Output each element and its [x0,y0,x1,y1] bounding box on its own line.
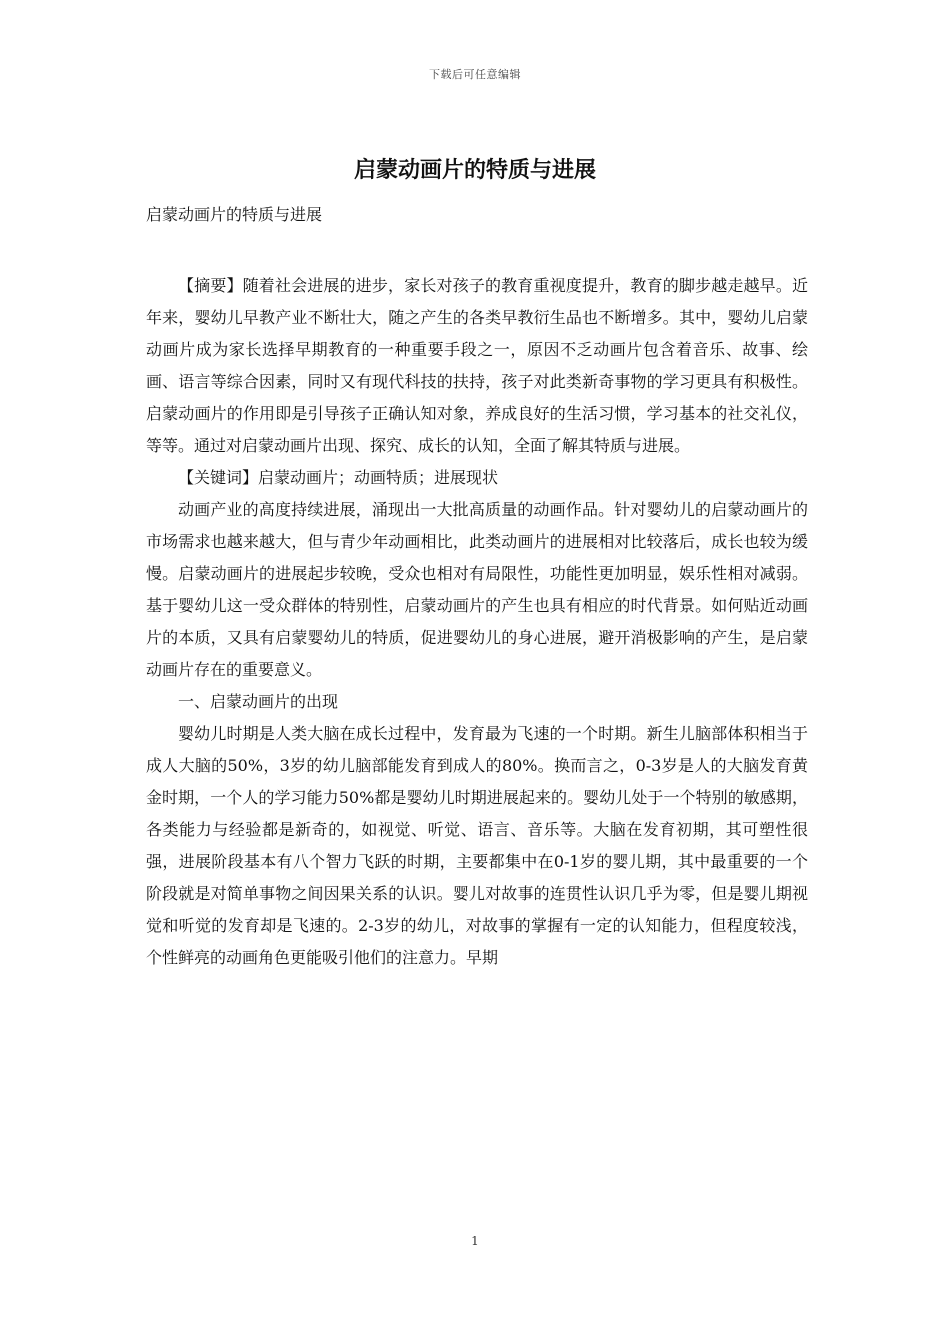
page-number: 1 [471,1234,479,1248]
abstract-paragraph: 【摘要】随着社会进展的进步，家长对孩子的教育重视度提升，教育的脚步越走越早。近年来，婴幼儿早教产业不断壮大，随之产生的各类早教衍生品也不断增多。其中，婴幼儿启蒙动画片成为家长选择早期教育的一种重要手段之一，原因不乏动画片包含着音乐、故事、绘画、语言等综合因素，同时又有现代科技的扶持，孩子对此类新奇事物的学习更具有积极性。启蒙动画片的作用即是引导孩子正确认知对象，养成良好的生活习惯，学习基本的社交礼仪，等等。通过对启蒙动画片出现、探究、成长的认知，全面了解其特质与进展。 [146,276,808,455]
keywords-paragraph: 【关键词】启蒙动画片；动画特质；进展现状 [178,468,499,487]
section-paragraph: 婴幼儿时期是人类大脑在成长过程中，发育最为飞速的一个时期。新生儿脑部体积相当于成人大脑的50%，3岁的幼儿脑部能发育到成人的80%。换而言之，0-3岁是人的大脑发育黄金时期，一个人的学习能力50%都是婴幼儿时期进展起来的。婴幼儿处于一个特别的敏感期，各类能力与经验都是新奇的，如视觉、听觉、语言、音乐等。大脑在发育初期，其可塑性很强，进展阶段基本有八个智力飞跃的时期，主要都集中在0-1岁的婴儿期，其中最重要的一个阶段就是对简单事物之间因果关系的认识。婴儿对故事的连贯性认识几乎为零，但是婴儿期视觉和听觉的发育却是飞速的。2-3岁的幼儿，对故事的掌握有一定的认知能力，但程度较浅，个性鲜亮的动画角色更能吸引他们的注意力。早期 [146,724,808,967]
section-heading: 一、启蒙动画片的出现 [178,692,339,711]
document-subtitle: 启蒙动画片的特质与进展 [146,205,323,224]
header-note: 下载后可任意编辑 [429,68,521,81]
intro-paragraph: 动画产业的高度持续进展，涌现出一大批高质量的动画作品。针对婴幼儿的启蒙动画片的市场需求也越来越大，但与青少年动画相比，此类动画片的进展相对比较落后，成长也较为缓慢。启蒙动画片的进展起步较晚，受众也相对有局限性，功能性更加明显，娱乐性相对减弱。基于婴幼儿这一受众群体的特别性，启蒙动画片的产生也具有相应的时代背景。如何贴近动画片的本质，又具有启蒙婴幼儿的特质，促进婴幼儿的身心进展，避开消极影响的产生，是启蒙动画片存在的重要意义。 [146,500,808,679]
document-body [146,270,808,974]
document-title: 启蒙动画片的特质与进展 [353,158,596,183]
